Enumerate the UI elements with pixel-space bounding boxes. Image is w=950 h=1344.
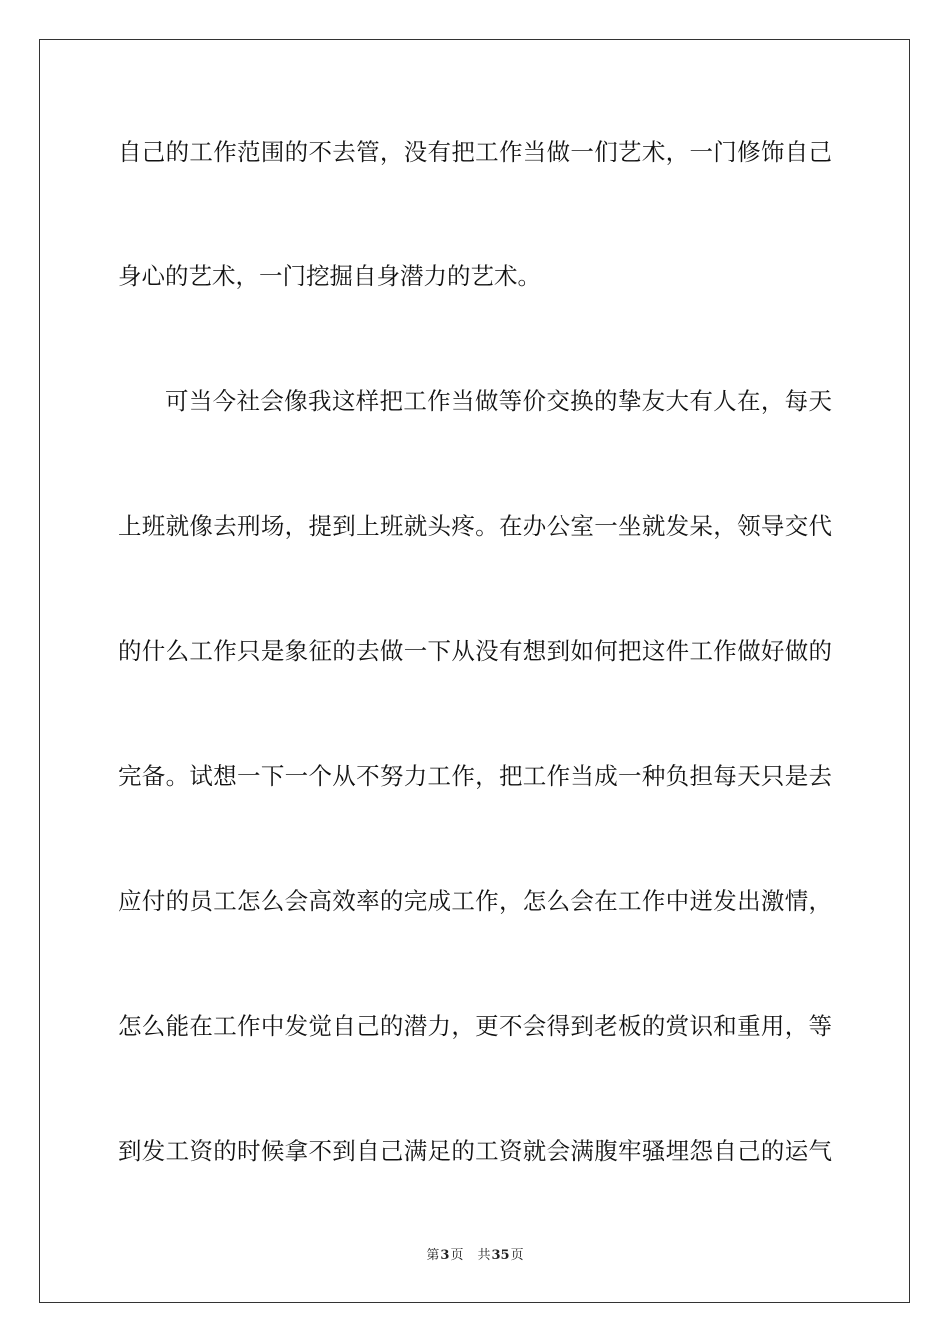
text-line-2: 身心的艺术，一门挖掘自身潜力的艺术。 xyxy=(118,262,541,290)
total-suffix: 页 xyxy=(510,1248,524,1263)
page-suffix: 页 xyxy=(450,1248,464,1263)
page-footer xyxy=(0,1247,950,1265)
total-pages: 35 xyxy=(491,1248,510,1263)
text-line-3: 可当今社会像我这样把工作当做等价交换的挚友大有人在，每天 xyxy=(165,387,832,415)
page-border xyxy=(39,39,910,1303)
text-line-7: 应付的员工怎么会高效率的完成工作，怎么会在工作中迸发出激情， xyxy=(118,887,832,915)
text-line-9: 到发工资的时候拿不到自己满足的工资就会满腹牢骚埋怨自己的运气 xyxy=(118,1137,832,1165)
page-prefix: 第 xyxy=(426,1248,440,1263)
text-line-6: 完备。试想一下一个从不努力工作，把工作当成一种负担每天只是去 xyxy=(118,762,832,790)
total-prefix: 共 xyxy=(477,1248,491,1263)
text-line-1: 自己的工作范围的不去管，没有把工作当做一们艺术，一门修饰自己 xyxy=(118,138,832,166)
page-number: 3 xyxy=(440,1248,450,1263)
text-line-4: 上班就像去刑场，提到上班就头疼。在办公室一坐就发呆，领导交代 xyxy=(118,512,832,540)
text-line-8: 怎么能在工作中发觉自己的潜力，更不会得到老板的赏识和重用，等 xyxy=(118,1012,832,1040)
text-line-5: 的什么工作只是象征的去做一下从没有想到如何把这件工作做好做的 xyxy=(118,637,832,665)
